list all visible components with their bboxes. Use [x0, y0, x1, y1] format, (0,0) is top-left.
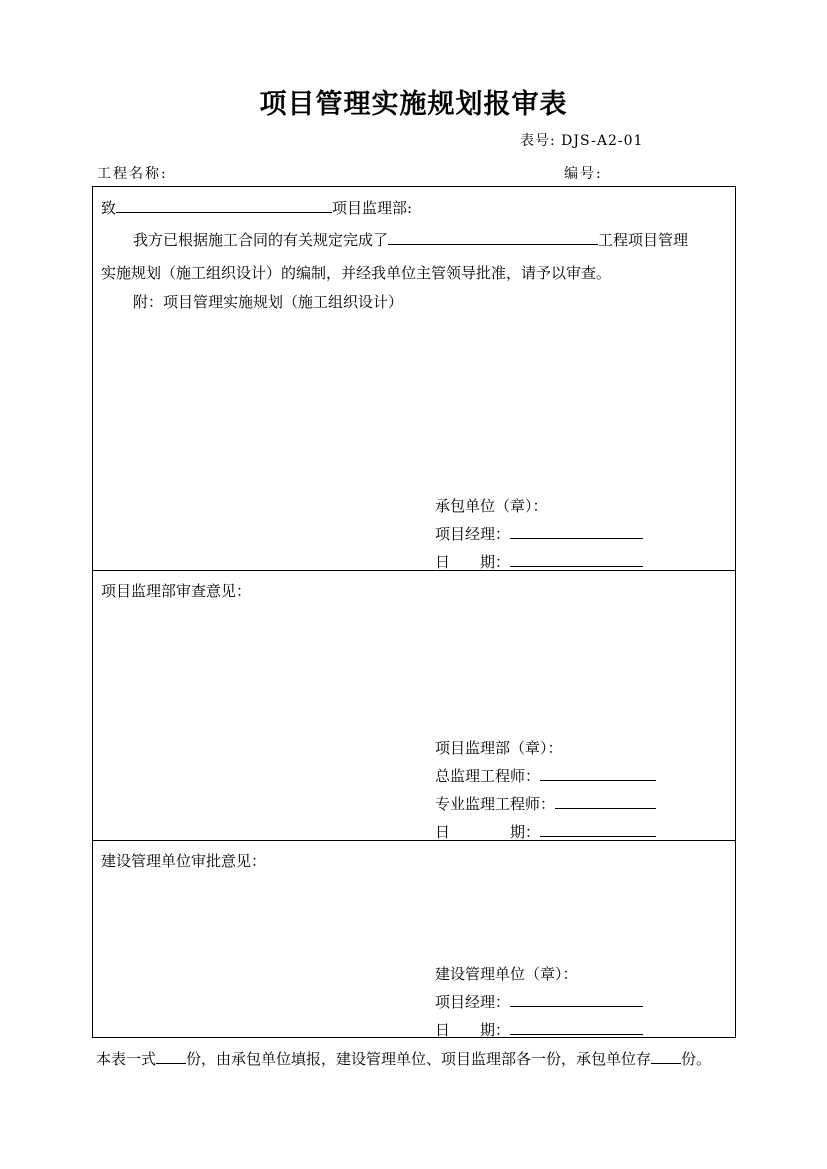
- project-blank[interactable]: [388, 229, 598, 245]
- footer-text-3: 份。: [681, 1050, 712, 1068]
- owner-approval-section: [92, 840, 736, 1038]
- body-line-2: 实施规划（施工组织设计）的编制，并经我单位主管领导批准，请予以审查。: [101, 264, 612, 282]
- kept-copies-blank[interactable]: [651, 1048, 681, 1064]
- footer-text-2: 份，由承包单位填报，建设管理单位、项目监理部各一份，承包单位存: [186, 1050, 652, 1068]
- owner-manager-line: [435, 991, 643, 1012]
- supervision-seal-label: 项目监理部（章）：: [435, 739, 563, 757]
- supervision-date-label: 日 期：: [435, 823, 541, 841]
- project-name-label: 工程名称:: [97, 166, 168, 182]
- project-manager-label: 项目经理：: [435, 525, 511, 543]
- body-text-1: 我方已根据施工合同的有关规定完成了: [133, 231, 389, 249]
- body-text-2: 工程项目管理: [598, 231, 689, 249]
- owner-date-blank[interactable]: [510, 1019, 643, 1035]
- owner-heading: 建设管理单位审批意见：: [101, 852, 267, 870]
- owner-seal-label: 建设管理单位（章）：: [435, 965, 578, 983]
- attachment-line: 附：项目管理实施规划（施工组织设计）: [133, 293, 404, 311]
- footer-text-1: 本表一式: [96, 1050, 157, 1068]
- chief-engineer-blank[interactable]: [540, 765, 656, 781]
- specialist-engineer-label: 专业监理工程师：: [435, 795, 556, 813]
- addressee-line: [101, 197, 412, 218]
- page-title: 项目管理实施规划报审表: [259, 89, 568, 120]
- addressee-prefix: 致: [101, 199, 117, 217]
- form-number: 表号: DJS-A2-01: [520, 133, 644, 149]
- body-line-1: [133, 229, 688, 250]
- chief-engineer-line: [435, 765, 656, 786]
- specialist-engineer-blank[interactable]: [555, 793, 656, 809]
- specialist-engineer-line: [435, 793, 656, 814]
- owner-manager-label: 项目经理：: [435, 993, 511, 1011]
- supervision-date-blank[interactable]: [540, 821, 656, 837]
- addressee-suffix: 项目监理部:: [332, 199, 413, 217]
- supervision-review-section: [92, 570, 736, 841]
- date-label: 日 期：: [435, 553, 511, 571]
- chief-engineer-label: 总监理工程师：: [435, 767, 541, 785]
- project-manager-line: [435, 523, 643, 544]
- owner-manager-blank[interactable]: [510, 991, 643, 1007]
- contractor-seal-label: 承包单位（章）：: [435, 497, 548, 515]
- project-manager-blank[interactable]: [510, 523, 643, 539]
- addressee-blank[interactable]: [116, 197, 332, 213]
- footer-note: [96, 1048, 711, 1069]
- owner-date-line: [435, 1019, 643, 1040]
- supervision-heading: 项目监理部审查意见：: [101, 582, 252, 600]
- owner-date-label: 日 期：: [435, 1021, 511, 1039]
- date-line: [435, 551, 643, 572]
- copies-blank[interactable]: [156, 1048, 186, 1064]
- supervision-date-line: [435, 821, 656, 842]
- submission-section: [92, 186, 736, 571]
- date-blank[interactable]: [510, 551, 643, 567]
- serial-number-label: 编号:: [564, 166, 603, 182]
